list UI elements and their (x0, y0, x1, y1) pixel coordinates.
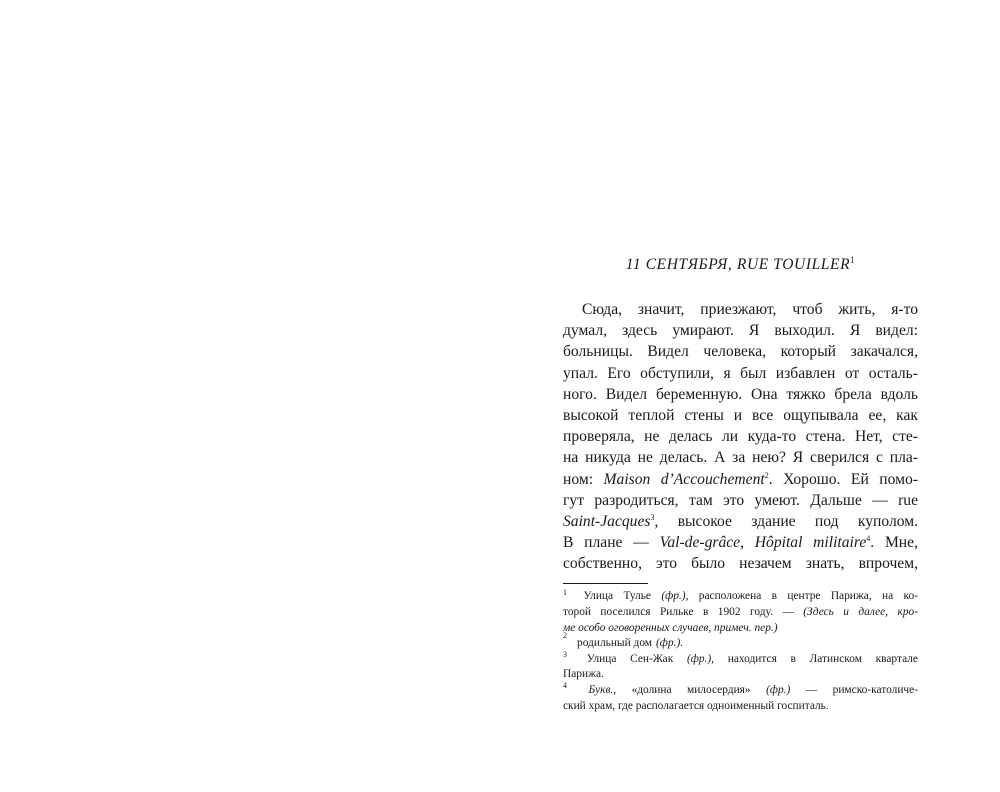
footnote-ref-4: 4 (866, 533, 871, 543)
footnote-1-line-2 (563, 605, 918, 621)
body-line (563, 447, 918, 468)
body-line-13-text: собственно, это было незачем знать, впрочем, (563, 555, 918, 573)
body-line-2-text: думал, здесь умирают. Я выходил. Я видел: (563, 322, 918, 340)
heading-footnote-ref: 1 (850, 254, 856, 265)
footnote-2-number: 2 (563, 631, 567, 641)
body-line-8-text: на никуда не делась. А за нею? Я сверился с пла- (563, 449, 918, 467)
footnote-4-text-a: , «долина милосердия» (613, 684, 751, 696)
footnote-1-note-a: (Здесь и далее, кро- (803, 606, 918, 619)
footnote-4-abbr: (фр.) (766, 684, 791, 696)
footnote-3-line-1 (563, 652, 918, 668)
body-line-7-text: проверяла, не делась ли куда-то стена. Нет, сте- (563, 428, 918, 446)
body-line (563, 511, 918, 532)
footnote-ref-2: 2 (764, 470, 769, 480)
chapter-heading (563, 256, 918, 278)
footnote-3-text-b: находится в Латинском квартале (727, 652, 918, 665)
footnote-ref-3: 3 (650, 512, 655, 522)
body-text (563, 299, 918, 574)
footnote-4-text-c: ский храм, где располагается одноименный госпиталь. (563, 699, 829, 712)
footnote-3-number: 3 (563, 650, 567, 660)
body-line-6-text: высокой теплой стены и все ощупывала ее, как (563, 406, 918, 424)
footnote-4-number: 4 (563, 681, 567, 691)
footnote-3-text-c: Парижа. (563, 668, 604, 681)
footnote-divider (563, 583, 648, 584)
body-line (563, 469, 918, 490)
foreign-term-maison: Maison d’Accouchement (603, 470, 765, 488)
body-line-12-comma: , (740, 534, 745, 552)
footnote-3-line-1-content (563, 652, 918, 668)
body-line-12-a: В плане — (563, 534, 649, 552)
body-line (563, 320, 918, 341)
body-line (563, 490, 918, 511)
footnote-2-text: родильный дом (577, 637, 653, 650)
footnote-4-line-1 (563, 683, 918, 699)
body-line (563, 384, 918, 405)
footnote-1-text-c: торой поселился Рильке в 1902 году. — (563, 606, 794, 619)
right-page (563, 250, 918, 714)
footnote-1-line-3 (563, 621, 918, 637)
footnote-4-line-2 (563, 699, 918, 715)
body-line-12 (563, 532, 918, 553)
foreign-term-val-de-grace: Val-de-grâce (659, 534, 741, 552)
body-line-1-text: Сюда, значит, приезжают, чтоб жить, я-то (582, 301, 918, 318)
body-line-11 (563, 511, 918, 532)
footnote-1-line-2-content (563, 605, 918, 621)
footnote-4-text-b: — римско-католиче- (805, 684, 918, 696)
body-line (563, 299, 918, 320)
footnote-2-abbr: (фр.). (656, 637, 684, 650)
footnote-1-number: 1 (563, 587, 567, 597)
footnote-3-abbr: (фр.), (686, 652, 715, 665)
body-line (563, 426, 918, 447)
body-line (563, 405, 918, 426)
chapter-heading-text: 11 СЕНТЯБРЯ, RUE TOUILLER (625, 256, 851, 273)
body-line-5-text: ного. Видел беременную. Она тяжко брела вдоль (563, 385, 918, 403)
footnote-1-text-a: Улица Тулье (583, 590, 651, 603)
body-line (563, 341, 918, 362)
body-line-11-b: , высокое здание под куполом. (654, 512, 918, 530)
body-line-12-b: . Мне, (870, 534, 918, 552)
body-line-10-text: гут разродиться, там это умеют. Дальше — rue (563, 491, 918, 509)
footnote-1-text-b: , расположена в центре Парижа, на ко- (685, 590, 918, 603)
footnote-2 (563, 631, 918, 652)
footnote-4-line-1-content (563, 683, 918, 699)
footnote-1-abbr: (фр.) (661, 590, 686, 603)
footnote-4-abbr-bukv: Букв. (588, 684, 614, 696)
body-line-9-a: ном: (563, 470, 594, 488)
body-line-9 (563, 469, 918, 490)
body-line (563, 553, 918, 574)
footnote-3-text-a: Улица Сен-Жак (586, 652, 674, 665)
footnote-3-line-2 (563, 667, 918, 683)
footnote-1-note-b: ме особо оговоренных случаев, примеч. пер.) (563, 621, 778, 634)
body-line-9-b: . Хорошо. Ей помо- (768, 470, 918, 488)
body-line (563, 532, 918, 553)
body-line-3-text: больницы. Видел человека, который закачался, (563, 343, 918, 361)
body-line-4-text: упал. Его обступили, я был избавлен от осталь- (563, 364, 918, 382)
footnote-1-line-1-content (563, 589, 918, 605)
footnotes (563, 589, 918, 714)
foreign-term-saint-jacques: Saint-Jacques (563, 512, 651, 530)
footnote-1-line-1 (563, 589, 918, 605)
body-line (563, 363, 918, 384)
foreign-term-hopital: Hôpital militaire (754, 534, 867, 552)
